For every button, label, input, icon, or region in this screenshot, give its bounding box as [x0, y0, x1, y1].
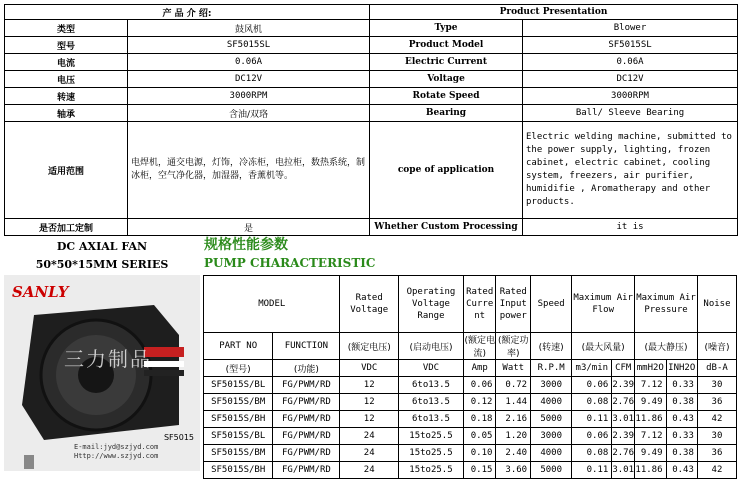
cn-value: SF5015SL — [128, 37, 370, 54]
series-line-2: 50*50*15MM SERIES — [35, 258, 169, 271]
spec-cell: 24 — [340, 428, 398, 445]
spec-cell: 4000 — [531, 394, 572, 411]
spec-cell: 2.16 — [496, 411, 531, 428]
en-value: SF5015SL — [523, 37, 738, 54]
spec-cell: 15to25.5 — [398, 445, 463, 462]
spec-cell: 5000 — [531, 462, 572, 479]
custom-en-value: it is — [523, 219, 738, 236]
spec-cell: 1.44 — [496, 394, 531, 411]
application-en-value: Electric welding machine, submitted to the power supply, lighting, frozen cabinet, electric cabinet, cooling system, freezers, air purifier, humidifie , Aromatherapy and other products. — [523, 122, 738, 219]
spec-cell: SF5015S/BH — [204, 411, 273, 428]
spec-cell: 7.12 — [635, 377, 666, 394]
spec-cell: 11.86 — [635, 411, 666, 428]
spec-cell: 2.40 — [496, 445, 531, 462]
header-cn: 产 品 介 绍: — [5, 5, 370, 20]
info-row — [5, 105, 738, 122]
spec-cell: 30 — [697, 428, 736, 445]
unit-dba: dB-A — [697, 360, 736, 377]
application-cn-value: 电焊机，通交电源，灯饰，冷冻柜，电拉柜，数热系统，制冰柜，空气净化器，加湿器，香薰机等。 — [128, 122, 370, 219]
info-row — [5, 37, 738, 54]
spec-data-row — [204, 394, 737, 411]
spec-header-row — [204, 276, 737, 333]
spec-cell: 0.43 — [666, 462, 697, 479]
en-label: Product Model — [370, 37, 523, 54]
unit-amp: Amp — [463, 360, 495, 377]
custom-cn-value: 是 — [128, 219, 370, 236]
url-text: Http://www.szjyd.com — [74, 452, 159, 460]
info-row — [5, 71, 738, 88]
cn-label: 轴承 — [5, 105, 128, 122]
spec-cell: 0.43 — [666, 411, 697, 428]
spec-cell: FG/PWM/RD — [273, 445, 340, 462]
product-presentation-table — [4, 4, 738, 236]
cn-value: 鼓风机 — [128, 20, 370, 37]
spec-cell: 0.11 — [572, 462, 612, 479]
spec-cell: 0.33 — [666, 428, 697, 445]
spec-data-row — [204, 411, 737, 428]
spec-cell: SF5015S/BM — [204, 394, 273, 411]
spec-cell: 2.76 — [612, 445, 635, 462]
spec-cell: 0.12 — [463, 394, 495, 411]
cn-label: 电压 — [5, 71, 128, 88]
spec-cell: 0.08 — [572, 394, 612, 411]
spec-cell: 15to25.5 — [398, 462, 463, 479]
spec-cell: 0.10 — [463, 445, 495, 462]
spec-cell: 15to25.5 — [398, 428, 463, 445]
cn-value: DC12V — [128, 71, 370, 88]
spec-data-row — [204, 428, 737, 445]
spec-cell: 2.76 — [612, 394, 635, 411]
spec-cell: 0.18 — [463, 411, 495, 428]
spec-header-row — [204, 333, 737, 360]
spec-cell: FG/PWM/RD — [273, 428, 340, 445]
spec-cell: 42 — [697, 462, 736, 479]
header-en: Product Presentation — [370, 5, 738, 20]
en-value: 3000RPM — [523, 88, 738, 105]
application-en-label: cope of application — [370, 122, 523, 219]
spec-cell: FG/PWM/RD — [273, 394, 340, 411]
cn-value: 3000RPM — [128, 88, 370, 105]
col-speed: Speed — [531, 276, 572, 333]
en-label: Rotate Speed — [370, 88, 523, 105]
spec-cell: 0.06 — [572, 377, 612, 394]
brand-logo: SANLY — [12, 283, 69, 301]
spec-cell: SF5015S/BH — [204, 462, 273, 479]
contact-info — [74, 443, 158, 461]
spec-cell: 7.12 — [635, 428, 666, 445]
spec-cell: 12 — [340, 377, 398, 394]
spec-cell: 12 — [340, 394, 398, 411]
spec-cell: 5000 — [531, 411, 572, 428]
spec-cell: 24 — [340, 462, 398, 479]
spec-cell: 9.49 — [635, 394, 666, 411]
spec-data-row — [204, 445, 737, 462]
spec-cell: 0.15 — [463, 462, 495, 479]
col-function: FUNCTION — [273, 333, 340, 360]
cn-label: 转速 — [5, 88, 128, 105]
unit-rpm: R.P.M — [531, 360, 572, 377]
spec-data-row — [204, 377, 737, 394]
spec-cell: FG/PWM/RD — [273, 377, 340, 394]
custom-row — [5, 219, 738, 236]
cn-value: 含油/双珞 — [128, 105, 370, 122]
cn-airflow: (最大风量) — [572, 333, 635, 360]
col-rated-current: Rated Curre nt — [463, 276, 495, 333]
col-rated-input: Rated Input power — [496, 276, 531, 333]
spec-cell: 6to13.5 — [398, 377, 463, 394]
email-text: E-mail:jyd@szjyd.com — [74, 443, 159, 451]
spec-cell: 9.49 — [635, 445, 666, 462]
cn-label: 类型 — [5, 20, 128, 37]
spec-cell: 3000 — [531, 428, 572, 445]
spec-cell: SF5015S/BL — [204, 428, 273, 445]
spec-cell: 36 — [697, 445, 736, 462]
product-photo — [4, 275, 200, 471]
unit-mmh2o: mmH2O — [635, 360, 666, 377]
cn-value: 0.06A — [128, 54, 370, 71]
info-row — [5, 54, 738, 71]
spec-cell: 0.38 — [666, 394, 697, 411]
col-model: MODEL — [204, 276, 340, 333]
spec-cell: 3.60 — [496, 462, 531, 479]
spec-table — [203, 275, 737, 479]
col-operating-voltage: Operating Voltage Range — [398, 276, 463, 333]
series-line-1: DC AXIAL FAN — [56, 240, 148, 253]
col-max-pressure: Maximum Air Pressure — [635, 276, 698, 333]
en-label: Bearing — [370, 105, 523, 122]
unit-vdc: VDC — [398, 360, 463, 377]
spec-cell: 36 — [697, 394, 736, 411]
custom-cn-label: 是否加工定制 — [5, 219, 128, 236]
en-label: Type — [370, 20, 523, 37]
unit-cfm: CFM — [612, 360, 635, 377]
spec-title-cn: 规格性能参数 — [204, 237, 288, 253]
spec-cell: 0.05 — [463, 428, 495, 445]
unit-watt: Watt — [496, 360, 531, 377]
spec-cell: 3.01 — [612, 462, 635, 479]
photo-model-label: SF5015 — [163, 433, 194, 442]
info-row — [5, 20, 738, 37]
cn-model: (型号) — [204, 360, 273, 377]
spec-cell: 0.06 — [572, 428, 612, 445]
spec-unit-row — [204, 360, 737, 377]
application-row — [5, 122, 738, 219]
cn-pressure: (最大静压) — [635, 333, 698, 360]
spec-cell: 6to13.5 — [398, 411, 463, 428]
col-noise: Noise — [697, 276, 736, 333]
cn-function: (功能) — [273, 360, 340, 377]
spec-cell: 11.86 — [635, 462, 666, 479]
custom-en-label: Whether Custom Processing — [370, 219, 523, 236]
spec-cell: 0.06 — [463, 377, 495, 394]
spec-cell: 6to13.5 — [398, 394, 463, 411]
en-label: Voltage — [370, 71, 523, 88]
cn-label: 电流 — [5, 54, 128, 71]
col-part-no: PART NO — [204, 333, 273, 360]
spec-cell: 2.39 — [612, 377, 635, 394]
spec-cell: FG/PWM/RD — [273, 411, 340, 428]
en-value: Blower — [523, 20, 738, 37]
spec-title-en: PUMP CHARACTERISTIC — [204, 256, 376, 270]
spec-cell: 30 — [697, 377, 736, 394]
watermark-text: 三力制品 — [64, 347, 152, 371]
spec-cell: SF5015S/BM — [204, 445, 273, 462]
spec-cell: 3.01 — [612, 411, 635, 428]
spec-cell: 0.08 — [572, 445, 612, 462]
unit-inh2o: INH2O — [666, 360, 697, 377]
spec-cell: 24 — [340, 445, 398, 462]
spec-cell: 0.33 — [666, 377, 697, 394]
spec-cell: SF5015S/BL — [204, 377, 273, 394]
spec-cell: 2.39 — [612, 428, 635, 445]
spec-cell: 3000 — [531, 377, 572, 394]
spec-cell: 0.72 — [496, 377, 531, 394]
cn-speed: (转速) — [531, 333, 572, 360]
spec-cell: 0.11 — [572, 411, 612, 428]
cn-noise: (噪音) — [697, 333, 736, 360]
spec-cell: 0.38 — [666, 445, 697, 462]
col-rated-voltage: Rated Voltage — [340, 276, 398, 333]
cn-current: (额定电流) — [463, 333, 495, 360]
info-row — [5, 88, 738, 105]
unit-m3: m3/min — [572, 360, 612, 377]
spec-cell: 42 — [697, 411, 736, 428]
cn-operating: (启动电压) — [398, 333, 463, 360]
col-max-airflow: Maximum Air Flow — [572, 276, 635, 333]
en-value: 0.06A — [523, 54, 738, 71]
spec-cell: FG/PWM/RD — [273, 462, 340, 479]
cn-power: (额定功率) — [496, 333, 531, 360]
spec-cell: 1.20 — [496, 428, 531, 445]
product-series-title — [4, 238, 200, 274]
unit-vdc: VDC — [340, 360, 398, 377]
en-value: Ball/ Sleeve Bearing — [523, 105, 738, 122]
spec-cell: 12 — [340, 411, 398, 428]
spec-cell: 4000 — [531, 445, 572, 462]
en-label: Electric Current — [370, 54, 523, 71]
en-value: DC12V — [523, 71, 738, 88]
cn-label: 型号 — [5, 37, 128, 54]
cn-rated-voltage: (额定电压) — [340, 333, 398, 360]
application-cn-label: 适用范围 — [5, 122, 128, 219]
